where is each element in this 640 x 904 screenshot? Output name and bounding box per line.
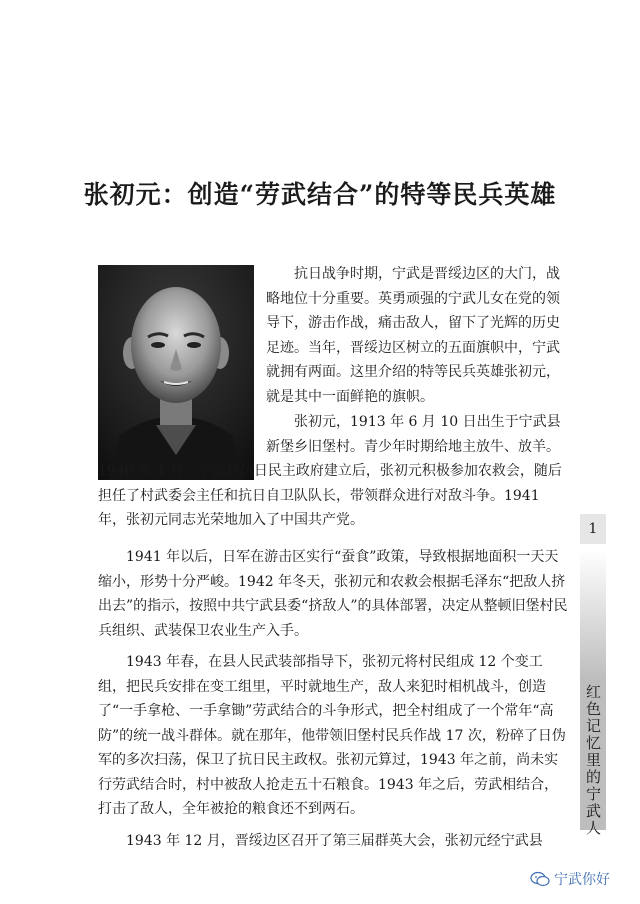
watermark [530,868,610,890]
paragraph-1943-spring: 1943 年春，在县人民武装部指导下，张初元将村民组成 12 个变工组，把民兵安排在变工组里，平时就地生产，敌人来犯时相机战斗，创造了“一手拿枪、一手拿锄”劳武结合的斗争形式，把全村组成了一个常年“高防”的统一战斗群体。就在那年，他带领旧堡村民兵作战 17 次，粉碎了日伪军的多次扫荡，保卫了抗日民主政权。张初元算过，1943 年之前，尚未实行劳武结合时，村中被敌人抢走五十石粮食。1943 年之后，劳武相结合，打击了敌人，全年被抢的粮食还不到两石。 [98,654,566,817]
paragraph-1943-december: 1943 年 12 月，晋绥边区召开了第三届群英大会，张初元经宁武县 [126,833,543,849]
portrait-photo [98,265,254,480]
paragraph-1941: 1941 年以后，日军在游击区实行“蚕食”政策，导致根据地面积一天天缩小，形势十分严峻。1942 年冬天，张初元和农救会根据毛泽东“把敌人挤出去”的指示，按照中共宁武县委“挤敌人”的具体部署，决定从整顿旧堡村民兵组织、武装保卫农业生产入手。 [98,549,568,639]
side-tab-gradient [580,550,606,680]
paragraph-intro: 抗日战争时期，宁武是晋绥边区的大门，战略地位十分重要。英勇顽强的宁武儿女在党的领导下，游击作战，痛击敌人，留下了光辉的历史足迹。当年，晋绥边区树立的五面旗帜中，宁武就拥有两面。这里介绍的特等民兵英雄张初元，就是其中一面鲜艳的旗帜。 [266,266,560,405]
paragraph-1940: 1940 年 1 月，宁武县抗日民主政府建立后，张初元积极参加农救会，随后担任了村武委会主任和抗日自卫队队长，带领群众进行对敌斗争。1941 年，张初元同志光荣地加入了中国共产党。 [98,463,562,528]
paragraph-birth: 张初元，1913 年 6 月 10 日出生于宁武县新堡乡旧堡村。青少年时期给地主放牛、放羊。 [266,414,561,455]
portrait-image [98,265,254,480]
page-number: 1 [580,514,606,544]
page-title: 张初元：创造“劳武结合”的特等民兵英雄 [83,180,557,209]
wechat-icon [530,871,550,887]
watermark-text: 宁武你好 [554,872,610,888]
section-title: 红色记忆里的宁武人 [584,684,602,837]
